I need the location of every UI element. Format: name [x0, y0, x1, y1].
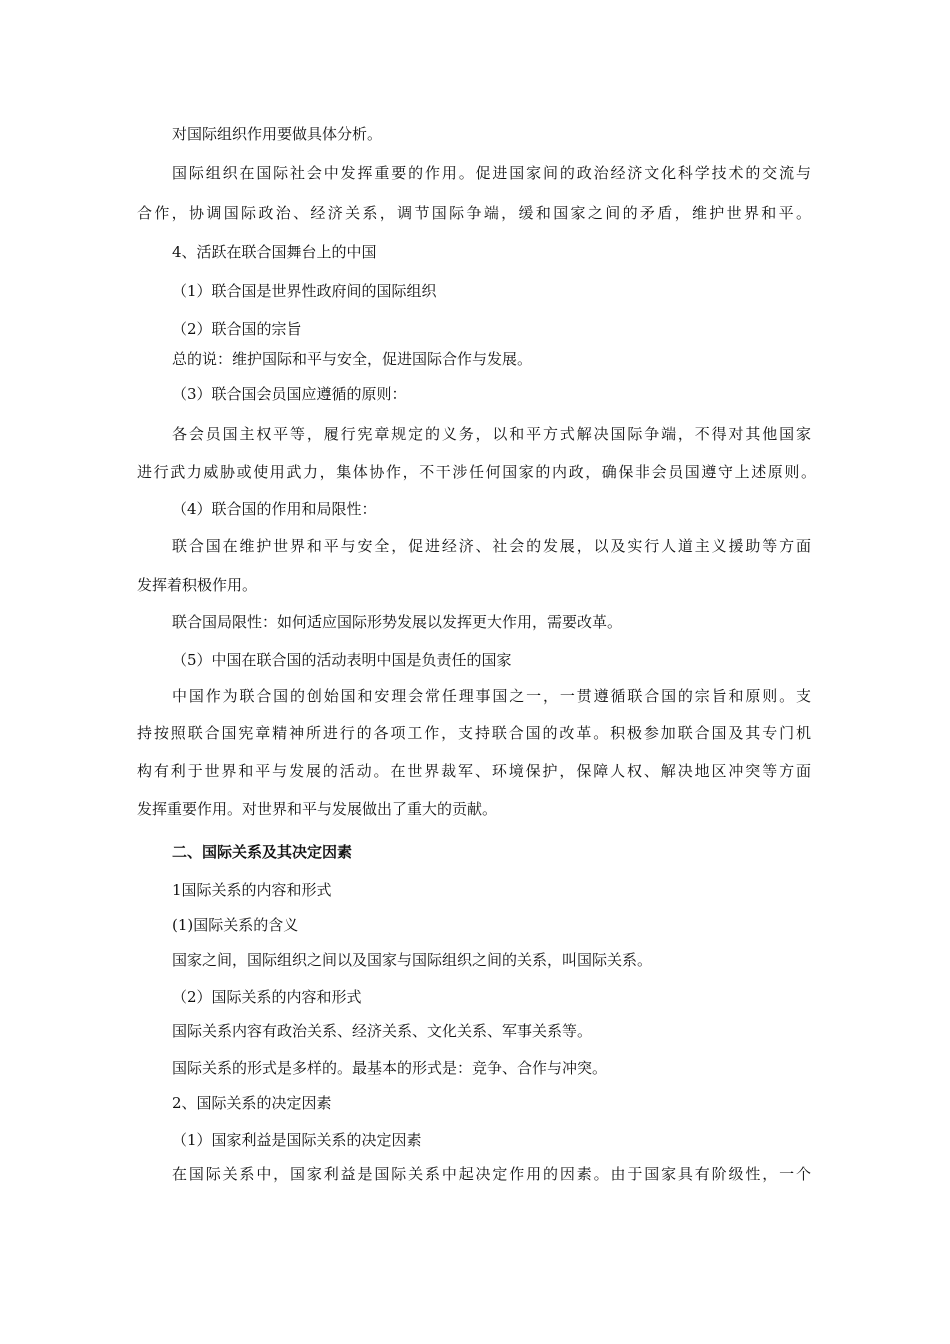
- text-line: 合作，协调国际政治、经济关系，调节国际争端，缓和国家之间的矛盾，维护世界和平。: [137, 204, 811, 222]
- text-line: 持按照联合国宪章精神所进行的各项工作，支持联合国的改革。积极参加联合国及其专门机: [137, 724, 811, 742]
- subsection-heading: (1)国际关系的含义: [172, 916, 299, 934]
- text-line: 国际关系内容有政治关系、经济关系、文化关系、军事关系等。: [172, 1022, 593, 1040]
- section-heading: 2、国际关系的决定因素: [172, 1094, 332, 1112]
- subsection-heading: （2）国际关系的内容和形式: [172, 988, 362, 1006]
- subsection-heading: （2）联合国的宗旨: [172, 320, 302, 338]
- section-heading: 1国际关系的内容和形式: [172, 881, 332, 899]
- text-line: 构有利于世界和平与发展的活动。在世界裁军、环境保护，保障人权、解决地区冲突等方面: [137, 762, 811, 780]
- text-line: 联合国局限性：如何适应国际形势发展以发挥更大作用，需要改革。: [172, 613, 623, 631]
- text-line: 国家之间，国际组织之间以及国家与国际组织之间的关系，叫国际关系。: [172, 951, 653, 969]
- text-line: 发挥重要作用。对世界和平与发展做出了重大的贡献。: [137, 800, 498, 818]
- subsection-heading: （3）联合国会员国应遵循的原则：: [172, 385, 407, 403]
- section-heading: 4、活跃在联合国舞台上的中国: [172, 243, 377, 261]
- subsection-heading: （1）联合国是世界性政府间的国际组织: [172, 282, 437, 300]
- text-line: 中国作为联合国的创始国和安理会常任理事国之一，一贯遵循联合国的宗旨和原则。支: [172, 687, 811, 705]
- text-line: 联合国在维护世界和平与安全，促进经济、社会的发展，以及实行人道主义援助等方面: [172, 537, 811, 555]
- subsection-heading: （1）国家利益是国际关系的决定因素: [172, 1131, 422, 1149]
- text-line: 进行武力威胁或使用武力，集体协作，不干涉任何国家的内政，确保非会员国遵守上述原则。: [137, 463, 816, 481]
- text-line: 总的说：维护国际和平与安全，促进国际合作与发展。: [172, 350, 533, 368]
- text-line: 国际关系的形式是多样的。最基本的形式是：竞争、合作与冲突。: [172, 1059, 608, 1077]
- text-line: 各会员国主权平等，履行宪章规定的义务，以和平方式解决国际争端，不得对其他国家: [172, 425, 811, 443]
- text-line: 在国际关系中，国家利益是国际关系中起决定作用的因素。由于国家具有阶级性，一个: [172, 1165, 811, 1183]
- subsection-heading: （4）联合国的作用和局限性：: [172, 500, 377, 518]
- text-line: 对国际组织作用要做具体分析。: [172, 125, 383, 143]
- subsection-heading: （5）中国在联合国的活动表明中国是负责任的国家: [172, 651, 512, 669]
- text-line: 发挥着积极作用。: [137, 576, 258, 594]
- text-line: 国际组织在国际社会中发挥重要的作用。促进国家间的政治经济文化科学技术的交流与: [172, 164, 811, 182]
- chapter-heading: 二、国际关系及其决定因素: [172, 843, 353, 861]
